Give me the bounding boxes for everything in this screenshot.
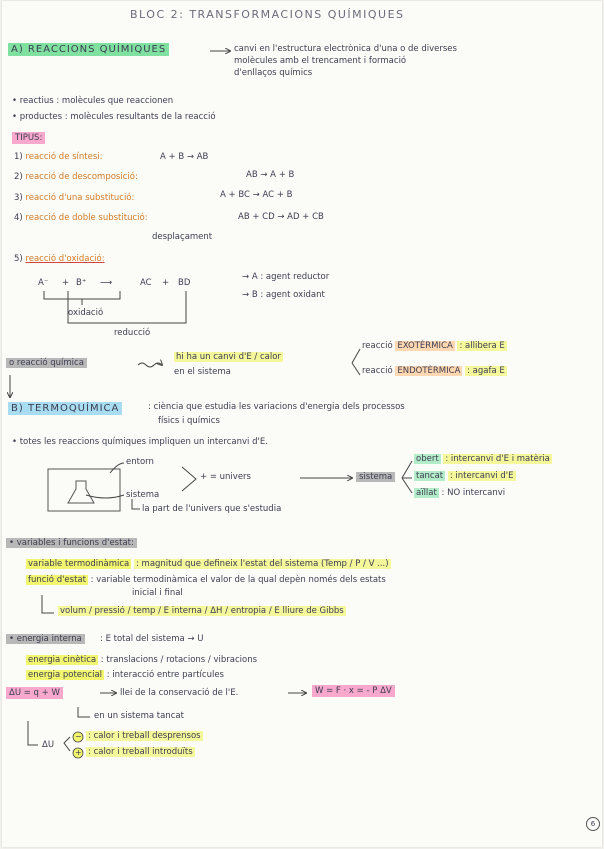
- totes-line: • totes les reaccions químiques impliquen un intercanvi d'E.: [12, 437, 268, 447]
- exo-line: [362, 342, 507, 352]
- variable-desc: : magnitud que defineix l'estat del sistema (Temp / P / V ...): [135, 559, 389, 569]
- obert-line: [414, 455, 552, 465]
- redox-a: A⁻: [38, 278, 49, 288]
- termo-def-2: físics i químics: [158, 416, 220, 426]
- redox-b: B⁺: [76, 278, 87, 288]
- minus-line: [86, 732, 203, 742]
- tipus-label-text: TIPUS:: [12, 132, 45, 144]
- tancat-word: tancat: [416, 471, 444, 481]
- endo-word: ENDOTÈRMICA: [397, 366, 461, 376]
- tipus-item-name: reacció d'una substitució:: [25, 193, 135, 203]
- entorn-leader: [110, 463, 124, 473]
- sistema-leader: [86, 495, 124, 498]
- sistema-box-text: sistema: [356, 472, 395, 482]
- heading-reaccions: [8, 44, 169, 56]
- funcio-desc-2: inicial i final: [132, 588, 183, 598]
- du-bracket: [28, 721, 38, 745]
- first-law-desc: llei de la conservació de l'E.: [120, 688, 239, 698]
- reductor-line: → A : agent reductor: [242, 272, 330, 282]
- obert-word: obert: [416, 454, 439, 464]
- heading-termoquimica: [8, 403, 122, 415]
- aillat-desc: : NO intercanvi: [441, 488, 506, 498]
- interna-desc: : E total del sistema → U: [100, 634, 204, 644]
- funcio-word: funció d'estat: [28, 575, 86, 585]
- exo-post: : allibera E: [459, 341, 505, 351]
- heading-termoquimica-text: B) TERMOQUÍMICA: [8, 402, 122, 415]
- tipus-item-1: [14, 153, 103, 163]
- energia-desc-1-text: hi ha un canvi d'E / calor: [176, 352, 281, 362]
- page-title: BLOC 2: TRANSFORMACIONS QUÍMIQUES: [130, 8, 405, 21]
- heading-energia-interna: [6, 635, 85, 645]
- oxidation-bracket: [44, 291, 120, 299]
- tipus-formula-2: AB → A + B: [246, 170, 295, 180]
- tipus-item-num: 4): [14, 213, 23, 223]
- plus-line: [86, 748, 195, 758]
- redox-arrow: ⟶: [100, 278, 113, 288]
- tipus-item-4: [14, 214, 148, 224]
- du-label: ΔU: [42, 740, 55, 750]
- tipus-formula-4: AB + CD → AD + CB: [238, 212, 324, 222]
- fork-exo: [352, 349, 360, 363]
- flask-box: [48, 469, 120, 511]
- tancat-leader: [78, 707, 90, 717]
- funcio-desc: : variable termodinàmica el valor de la qual depèn només dels estats: [90, 575, 386, 585]
- fork-endo: [352, 363, 360, 375]
- redox-plus: +: [62, 278, 70, 288]
- endo-line: [362, 367, 507, 377]
- state-functions-list-text: volum / pressió / temp / E interna / ΔH / entropia / E lliure de Gibbs: [60, 606, 344, 616]
- tipus-item-num: 2): [14, 172, 23, 182]
- sign-brace: [64, 737, 70, 751]
- cinetica-line: [26, 656, 257, 666]
- tipus-item-num: 1): [14, 152, 23, 162]
- termo-def-1: : ciència que estudia les variacions d'energia dels processos: [148, 402, 405, 412]
- endo-pre: reacció: [362, 366, 393, 376]
- oxidacio-label: oxidació: [68, 308, 104, 318]
- tipus-item-num: 3): [14, 193, 23, 203]
- funcio-line: [26, 576, 386, 586]
- tipus-item-name: reacció de descomposició:: [25, 172, 138, 182]
- redox-plus-2: +: [162, 278, 170, 288]
- plus-desc: : calor i treball introduïts: [88, 747, 193, 757]
- desplasament-note: desplaçament: [152, 232, 213, 242]
- oxidant-line: → B : agent oxidant: [242, 290, 325, 300]
- tipus-item-num: 5): [14, 254, 23, 264]
- tipus-item-name: reacció de síntesi:: [25, 152, 103, 162]
- tancat-line: [414, 472, 516, 482]
- minus-sign: −: [75, 732, 82, 741]
- potencial-desc: : interacció entre partícules: [106, 670, 224, 680]
- sistema-label: sistema: [126, 490, 160, 500]
- redox-ac: AC: [140, 278, 152, 288]
- first-law-formula: [6, 689, 63, 699]
- potencial-word: energia potencial: [28, 670, 103, 680]
- drawing-layer: [2, 1, 602, 847]
- heading-energia-interna-text: • energia interna: [6, 634, 85, 644]
- reaccions-definition-1: canvi en l'estructura electrònica d'una o de diverses: [234, 44, 457, 54]
- tipus-formula-1: A + B → AB: [160, 152, 209, 162]
- tipus-item-3: [14, 194, 134, 204]
- aillat-word: aïllat: [416, 488, 437, 498]
- productes-line: • productes : molècules resultants de la reacció: [12, 112, 216, 122]
- tipus-item-name: reacció de doble substitució:: [25, 213, 148, 223]
- tipus-label: [12, 134, 45, 144]
- tipus-item-2: [14, 173, 138, 183]
- flask-icon: [68, 481, 94, 503]
- tancat-note: en un sistema tancat: [94, 711, 184, 721]
- heading-variables-text: • variables i funcions d'estat:: [6, 538, 137, 548]
- page-number: 6: [586, 817, 600, 831]
- energia-desc-1: [174, 353, 283, 363]
- exo-pre: reacció: [362, 341, 393, 351]
- minus-desc: : calor i treball desprensos: [88, 731, 201, 741]
- wavy-arrow: [138, 363, 162, 367]
- aillat-line: [414, 489, 505, 499]
- first-law-formula-text: ΔU = q + W: [6, 687, 63, 699]
- cinetica-word: energia cinètica: [28, 655, 97, 665]
- univers-brace: [182, 467, 196, 491]
- reaccio-quimica-lead-text: o reacció química: [6, 358, 87, 368]
- tipus-item-name: reacció d'oxidació:: [25, 254, 105, 264]
- sistema-fork: [402, 461, 412, 493]
- variable-word: variable termodinàmica: [28, 559, 130, 569]
- state-functions-list: [58, 607, 346, 617]
- work-formula: [312, 687, 395, 697]
- endo-post: : agafa E: [467, 366, 505, 376]
- obert-desc: : intercanvi d'E i matèria: [445, 454, 550, 464]
- univers-label: + = univers: [200, 472, 251, 482]
- part-label: la part de l'univers que s'estudia: [142, 504, 282, 514]
- energia-desc-2: en el sistema: [174, 367, 231, 377]
- notes-page: [2, 1, 602, 847]
- tipus-formula-3: A + BC → AC + B: [220, 190, 293, 200]
- redox-bd: BD: [178, 278, 191, 288]
- variable-line: [26, 560, 391, 570]
- plus-sign: +: [75, 748, 82, 757]
- tancat-desc: : intercanvi d'E: [449, 471, 514, 481]
- entorn-label: entorn: [126, 457, 154, 467]
- reduccio-label: reducció: [114, 328, 151, 338]
- reaccions-definition-2: molècules amb el trencament i formació: [234, 56, 407, 66]
- reaccio-quimica-lead: [6, 359, 87, 369]
- list-bracket: [42, 595, 54, 613]
- tipus-item-5: [14, 255, 105, 265]
- potencial-line: [26, 671, 224, 681]
- reactius-line: • reactius : molècules que reaccionen: [12, 96, 174, 106]
- sistema-box-label: [356, 473, 395, 483]
- exo-word: EXOTÈRMICA: [397, 341, 453, 351]
- work-formula-text: W = F · x = - P ΔV: [312, 685, 395, 697]
- cinetica-desc: : translacions / rotacions / vibracions: [100, 655, 258, 665]
- heading-reaccions-text: A) REACCIONS QUÍMIQUES: [8, 43, 169, 56]
- reaccions-definition-3: d'enllaços químics: [234, 68, 313, 78]
- heading-variables: [6, 539, 137, 549]
